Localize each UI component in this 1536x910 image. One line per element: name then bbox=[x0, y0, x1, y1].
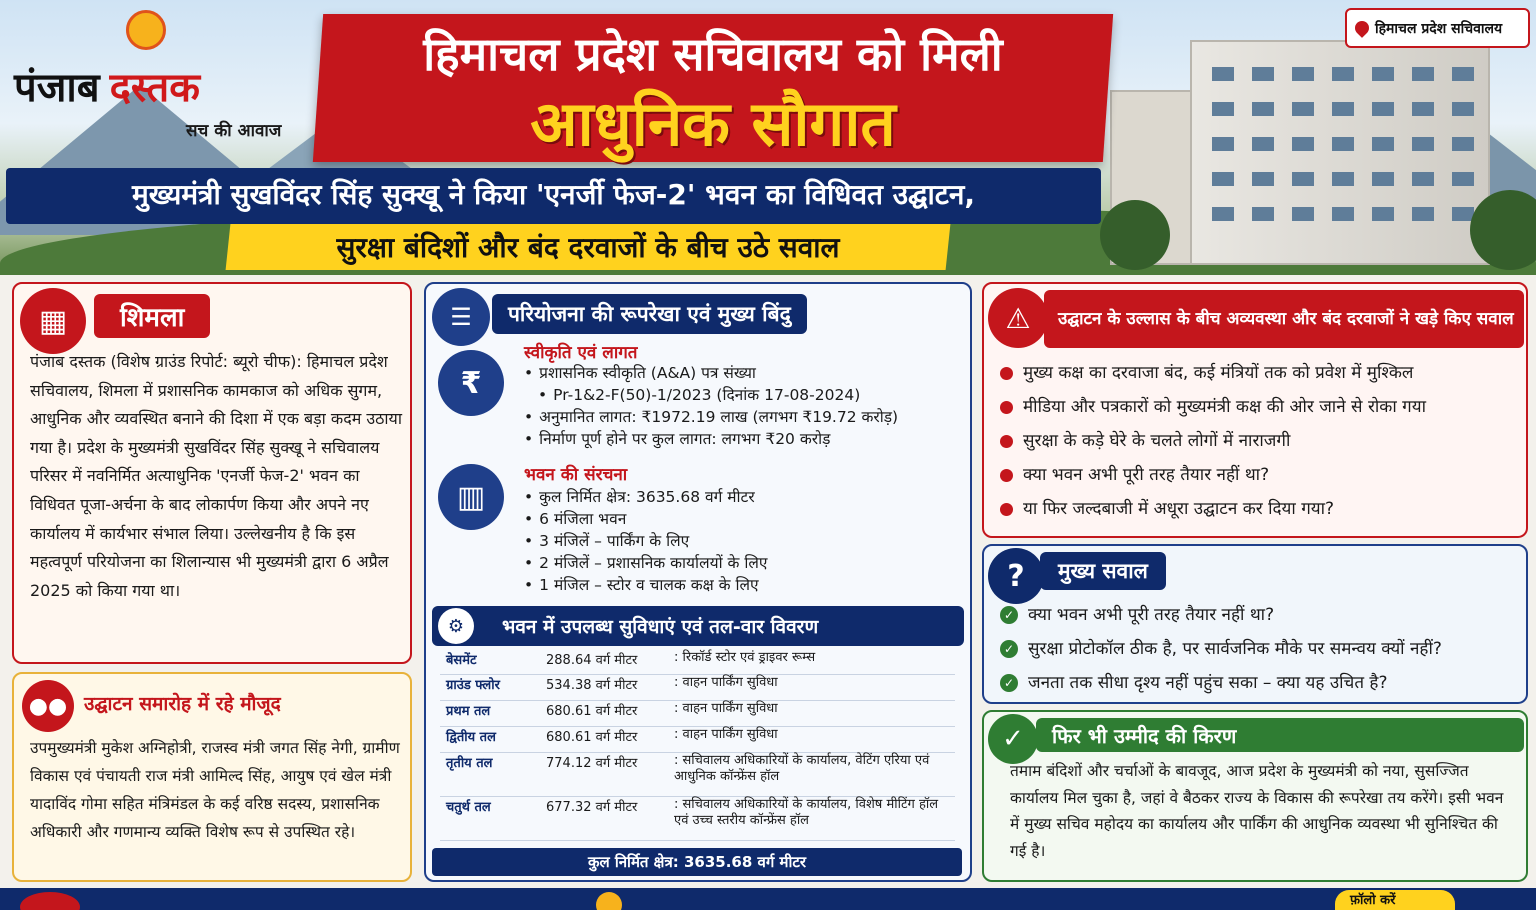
logo-word-punjab: पंजाब bbox=[14, 65, 100, 111]
issues-panel bbox=[982, 282, 1528, 538]
headline-line1: हिमाचल प्रदेश सचिवालय को मिली bbox=[423, 27, 1003, 81]
floor-table bbox=[440, 650, 955, 841]
structure-list bbox=[524, 486, 767, 596]
floor-area: 680.61 वर्ग मीटर bbox=[540, 700, 668, 726]
shimla-report-body: पंजाब दस्तक (विशेष ग्राउंड रिपोर्ट: ब्यूरो चीफ): हिमाचल प्रदेश सचिवालय, शिमला में प्रशासनिक कामकाज को अधिक सुगम, आधुनिक और व्यवस्थित बनाने की दिशा में एक बड़ा कदम उठाया गया है। प्रदेश के मुख्यमंत्री सुखविंदर सिंह सुक्खू ने सचिवालय परिसर में नवनिर्मित अत्याधुनिक 'एनर्जी फेज-2' भवन का विधिवत पूजा-अर्चना के बाद लोकार्पण किया और अपने नए कार्यालय में कार्यभार संभाल लिया। उल्लेखनीय है कि इस महत्वपूर्ण परियोजना का शिलान्यास भी मुख्यमंत्री द्वारा 6 अप्रैल 2025 को किया गया था। bbox=[30, 352, 402, 600]
header-banner bbox=[0, 0, 1536, 275]
list-item-text: क्या भवन अभी पूरी तरह तैयार नहीं था? bbox=[1023, 465, 1270, 485]
list-item: • Pr-1&2-F(50)-1/2023 (दिनांक 17-08-2024) bbox=[524, 384, 898, 406]
questions-header: मुख्य सवाल bbox=[1040, 552, 1166, 590]
structure-title: भवन की संरचना bbox=[524, 465, 628, 485]
logo-word-dastak: दस्तक bbox=[109, 65, 200, 111]
approval-list bbox=[524, 362, 898, 450]
list-item bbox=[1000, 598, 1442, 632]
total-area-bar: कुल निर्मित क्षेत्र: 3635.68 वर्ग मीटर bbox=[432, 848, 962, 876]
floor-use: : सचिवालय अधिकारियों के कार्यालय, विशेष मीटिंग हॉल एवं उच्च स्तरीय कॉन्फ्रेंस हॉल bbox=[668, 796, 955, 840]
logo-tagline: सच की आवाज bbox=[186, 121, 282, 141]
list-item-text: मीडिया और पत्रकारों को मुख्यमंत्री कक्ष की ओर जाने से रोका गया bbox=[1023, 397, 1426, 417]
floor-name: चतुर्थ तल bbox=[440, 796, 540, 840]
project-outline-header: परियोजना की रूपरेखा एवं मुख्य बिंदु bbox=[492, 294, 807, 334]
floor-area: 677.32 वर्ग मीटर bbox=[540, 796, 668, 840]
list-item: • 2 मंजिलें – प्रशासनिक कार्यालयों के लिए bbox=[524, 552, 767, 574]
list-item-text: क्या भवन अभी पूरी तरह तैयार नहीं था? bbox=[1028, 605, 1275, 625]
list-item bbox=[1000, 458, 1426, 492]
bullet-icon bbox=[1000, 367, 1013, 380]
list-item: • कुल निर्मित क्षेत्र: 3635.68 वर्ग मीटर bbox=[524, 486, 767, 508]
questions-panel bbox=[982, 544, 1528, 704]
floor-name: तृतीय तल bbox=[440, 752, 540, 796]
table-row bbox=[440, 726, 955, 752]
hope-panel bbox=[982, 710, 1528, 882]
floor-name: द्वितीय तल bbox=[440, 726, 540, 752]
bullet-icon bbox=[1000, 469, 1013, 482]
table-row bbox=[440, 752, 955, 796]
table-row bbox=[440, 674, 955, 700]
list-item: • निर्माण पूर्ण होने पर कुल लागत: लगभग ₹20 करोड़ bbox=[524, 428, 898, 450]
hope-header: फिर भी उम्मीद की किरण bbox=[1036, 718, 1524, 752]
logo-emblem-icon bbox=[126, 10, 166, 50]
list-item-text: या फिर जल्दबाजी में अधूरा उद्घाटन कर दिया गया? bbox=[1023, 499, 1335, 519]
floor-use: : सचिवालय अधिकारियों के कार्यालय, वेटिंग एरिया एवं आधुनिक कॉन्फ्रेंस हॉल bbox=[668, 752, 955, 796]
check-icon: ✓ bbox=[1000, 640, 1018, 658]
office-building-icon: ▥ bbox=[438, 464, 504, 530]
punjab-dastak-logo bbox=[14, 10, 314, 150]
footer-logo-icon bbox=[596, 892, 622, 910]
list-item-text: जनता तक सीधा दृश्य नहीं पहुंच सका – क्या यह उचित है? bbox=[1028, 673, 1388, 693]
headline-line2: आधुनिक सौगात bbox=[530, 87, 896, 160]
secretariat-building-image bbox=[1110, 20, 1536, 265]
rupee-bag-icon: ₹ bbox=[438, 350, 504, 416]
shimla-report-panel bbox=[12, 282, 412, 664]
pin-icon bbox=[1352, 18, 1372, 38]
check-icon: ✓ bbox=[1000, 674, 1018, 692]
follow-label: फ़ॉलो करें bbox=[1350, 893, 1396, 908]
footer-decoration bbox=[20, 892, 80, 910]
issues-list bbox=[1000, 356, 1426, 526]
check-icon: ✓ bbox=[988, 714, 1038, 764]
table-row bbox=[440, 700, 955, 726]
table-row bbox=[440, 650, 955, 674]
floor-use: : वाहन पार्किंग सुविधा bbox=[668, 726, 955, 752]
approval-title: स्वीकृति एवं लागत bbox=[524, 343, 638, 363]
floor-name: बेसमेंट bbox=[440, 650, 540, 674]
facilities-header: भवन में उपलब्ध सुविधाएं एवं तल-वार विवरण bbox=[432, 606, 964, 646]
people-icon: ●● bbox=[22, 680, 74, 732]
questions-list bbox=[1000, 598, 1442, 700]
list-item: • प्रशासनिक स्वीकृति (A&A) पत्र संख्या bbox=[524, 362, 898, 384]
warning-icon: ⚠ bbox=[988, 288, 1048, 348]
list-item-text: सुरक्षा प्रोटोकॉल ठीक है, पर सार्वजनिक मौके पर समन्वय क्यों नहीं? bbox=[1028, 639, 1442, 659]
list-item: • 6 मंजिला भवन bbox=[524, 508, 767, 530]
list-item bbox=[1000, 390, 1426, 424]
subtitle-blue-text: मुख्यमंत्री सुखविंदर सिंह सुक्खू ने किया 'एनर्जी फेज-2' भवन का विधिवत उद्घाटन, bbox=[131, 178, 976, 211]
building-icon: ▦ bbox=[20, 288, 86, 354]
floor-area: 534.38 वर्ग मीटर bbox=[540, 674, 668, 700]
shimla-header: शिमला bbox=[94, 294, 210, 338]
bullet-icon bbox=[1000, 435, 1013, 448]
list-item bbox=[1000, 492, 1426, 526]
floor-use: : वाहन पार्किंग सुविधा bbox=[668, 674, 955, 700]
floor-use: : रिकॉर्ड स्टोर एवं ड्राइवर रूम्स bbox=[668, 650, 955, 674]
list-item-text: मुख्य कक्ष का दरवाजा बंद, कई मंत्रियों तक को प्रवेश में मुश्किल bbox=[1023, 363, 1414, 383]
list-item bbox=[1000, 424, 1426, 458]
attendees-body: उपमुख्यमंत्री मुकेश अग्निहोत्री, राजस्व मंत्री जगत सिंह नेगी, ग्रामीण विकास एवं पंचायती राज मंत्री आमिल्द सिंह, आयुष एवं खेल मंत्री यादाविंद गोमा सहित मंत्रिमंडल के कई वरिष्ठ सदस्य, प्रशासनिक अधिकारी और गणमान्य व्यक्ति विशेष रूप से उपस्थित रहे। bbox=[30, 739, 400, 841]
bullet-icon bbox=[1000, 401, 1013, 414]
check-icon: ✓ bbox=[1000, 606, 1018, 624]
list-item: • 1 मंजिल – स्टोर व चालक कक्ष के लिए bbox=[524, 574, 767, 596]
tree-decoration bbox=[1100, 200, 1170, 270]
floor-area: 774.12 वर्ग मीटर bbox=[540, 752, 668, 796]
location-label: हिमाचल प्रदेश सचिवालय bbox=[1375, 20, 1503, 37]
subtitle-yellow-text: सुरक्षा बंदिशों और बंद दरवाजों के बीच उठे सवाल bbox=[336, 231, 840, 264]
hope-body: तमाम बंदिशों और चर्चाओं के बावजूद, आज प्रदेश के मुख्यमंत्री को नया, सुसज्जित कार्यालय मिल चुका है, जहां वे बैठकर राज्य के विकास की रूपरेखा तय करेंगे। इसी भवन में मुख्य सचिव महोदय का कार्यालय और पार्किंग की आधुनिक व्यवस्था भी सुनिश्चित की गई है। bbox=[1010, 762, 1504, 860]
floor-name: प्रथम तल bbox=[440, 700, 540, 726]
location-tag bbox=[1345, 8, 1530, 48]
footer-strip bbox=[0, 888, 1536, 910]
floor-name: ग्राउंड फ्लोर bbox=[440, 674, 540, 700]
question-icon: ? bbox=[988, 548, 1044, 604]
building-main-block bbox=[1190, 40, 1490, 265]
list-item bbox=[1000, 632, 1442, 666]
document-icon: ☰ bbox=[432, 288, 490, 346]
list-item bbox=[1000, 666, 1442, 700]
list-item bbox=[1000, 356, 1426, 390]
floor-area: 288.64 वर्ग मीटर bbox=[540, 650, 668, 674]
floor-area: 680.61 वर्ग मीटर bbox=[540, 726, 668, 752]
attendees-header: उद्घाटन समारोह में रहे मौजूद bbox=[84, 693, 281, 715]
issues-header: उद्घाटन के उल्लास के बीच अव्यवस्था और बंद दरवाजों ने खड़े किए सवाल bbox=[1044, 290, 1524, 348]
list-item: • 3 मंजिलें – पार्किंग के लिए bbox=[524, 530, 767, 552]
attendees-panel bbox=[12, 672, 412, 882]
bullet-icon bbox=[1000, 503, 1013, 516]
facilities-icon: ⚙ bbox=[438, 608, 474, 644]
table-row bbox=[440, 796, 955, 840]
logo-wordmark bbox=[14, 58, 200, 113]
floor-use: : वाहन पार्किंग सुविधा bbox=[668, 700, 955, 726]
list-item: • अनुमानित लागत: ₹1972.19 लाख (लगभग ₹19.72 करोड़) bbox=[524, 406, 898, 428]
list-item-text: सुरक्षा के कड़े घेरे के चलते लोगों में नाराजगी bbox=[1023, 431, 1291, 451]
